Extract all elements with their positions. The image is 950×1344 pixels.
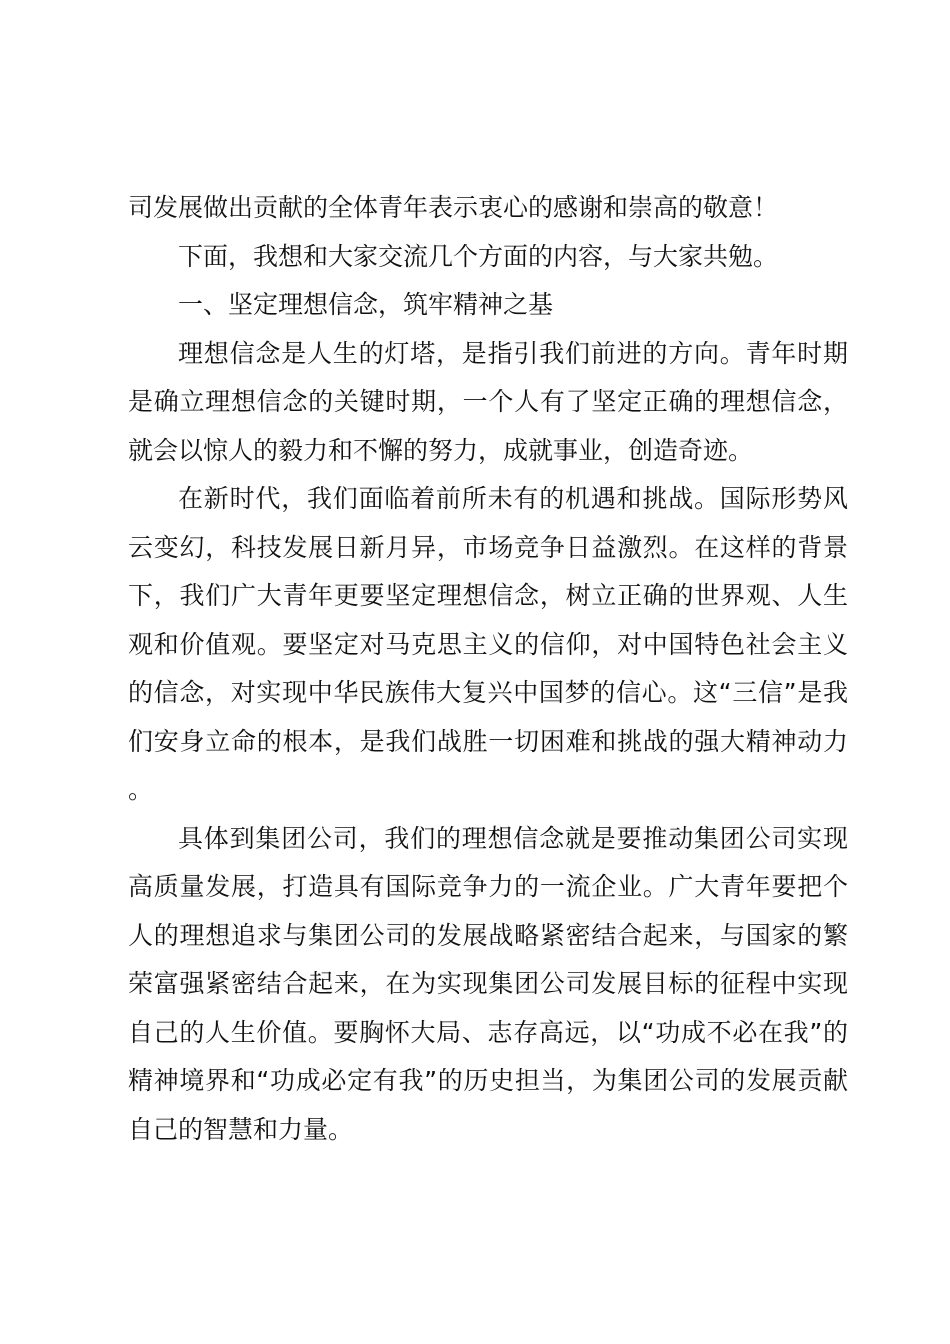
paragraph-ideals: 理想信念是人生的灯塔，是指引我们前进的方向。青年时期是确立理想信念的关键时期，一个人有了坚定正确的理想信念，就会以惊人的毅力和不懈的努力，成就事业，创造奇迹。 xyxy=(128,338,848,465)
document-body xyxy=(128,184,848,1154)
section-heading: 一、坚定理想信念，筑牢精神之基 xyxy=(178,290,554,319)
paragraph-group-company: 具体到集团公司，我们的理想信念就是要推动集团公司实现高质量发展，打造具有国际竞争力的一流企业。广大青年要把个人的理想追求与集团公司的发展战略紧密结合起来，与国家的繁荣富强紧密结合起来，在为实现集团公司发展目标的征程中实现自己的人生价值。要胸怀大局、志存高远，以“功成不必在我”的精神境界和“功成必定有我”的历史担当，为集团公司的发展贡献自己的智慧和力量。 xyxy=(128,823,848,1144)
paragraph-new-era: 在新时代，我们面临着前所未有的机遇和挑战。国际形势风云变幻，科技发展日新月异，市场竞争日益激烈。在这样的背景下，我们广大青年更要坚定理想信念，树立正确的世界观、人生观和价值观。要坚定对马克思主义的信仰，对中国特色社会主义的信念，对实现中华民族伟大复兴中国梦的信心。这“三信”是我们安身立命的根本，是我们战胜一切困难和挑战的强大精神动力。 xyxy=(128,484,848,804)
paragraph-intro: 下面，我想和大家交流几个方面的内容，与大家共勉。 xyxy=(178,241,779,271)
paragraph-continuation: 司发展做出贡献的全体青年表示衷心的感谢和崇高的敬意！ xyxy=(128,193,779,222)
